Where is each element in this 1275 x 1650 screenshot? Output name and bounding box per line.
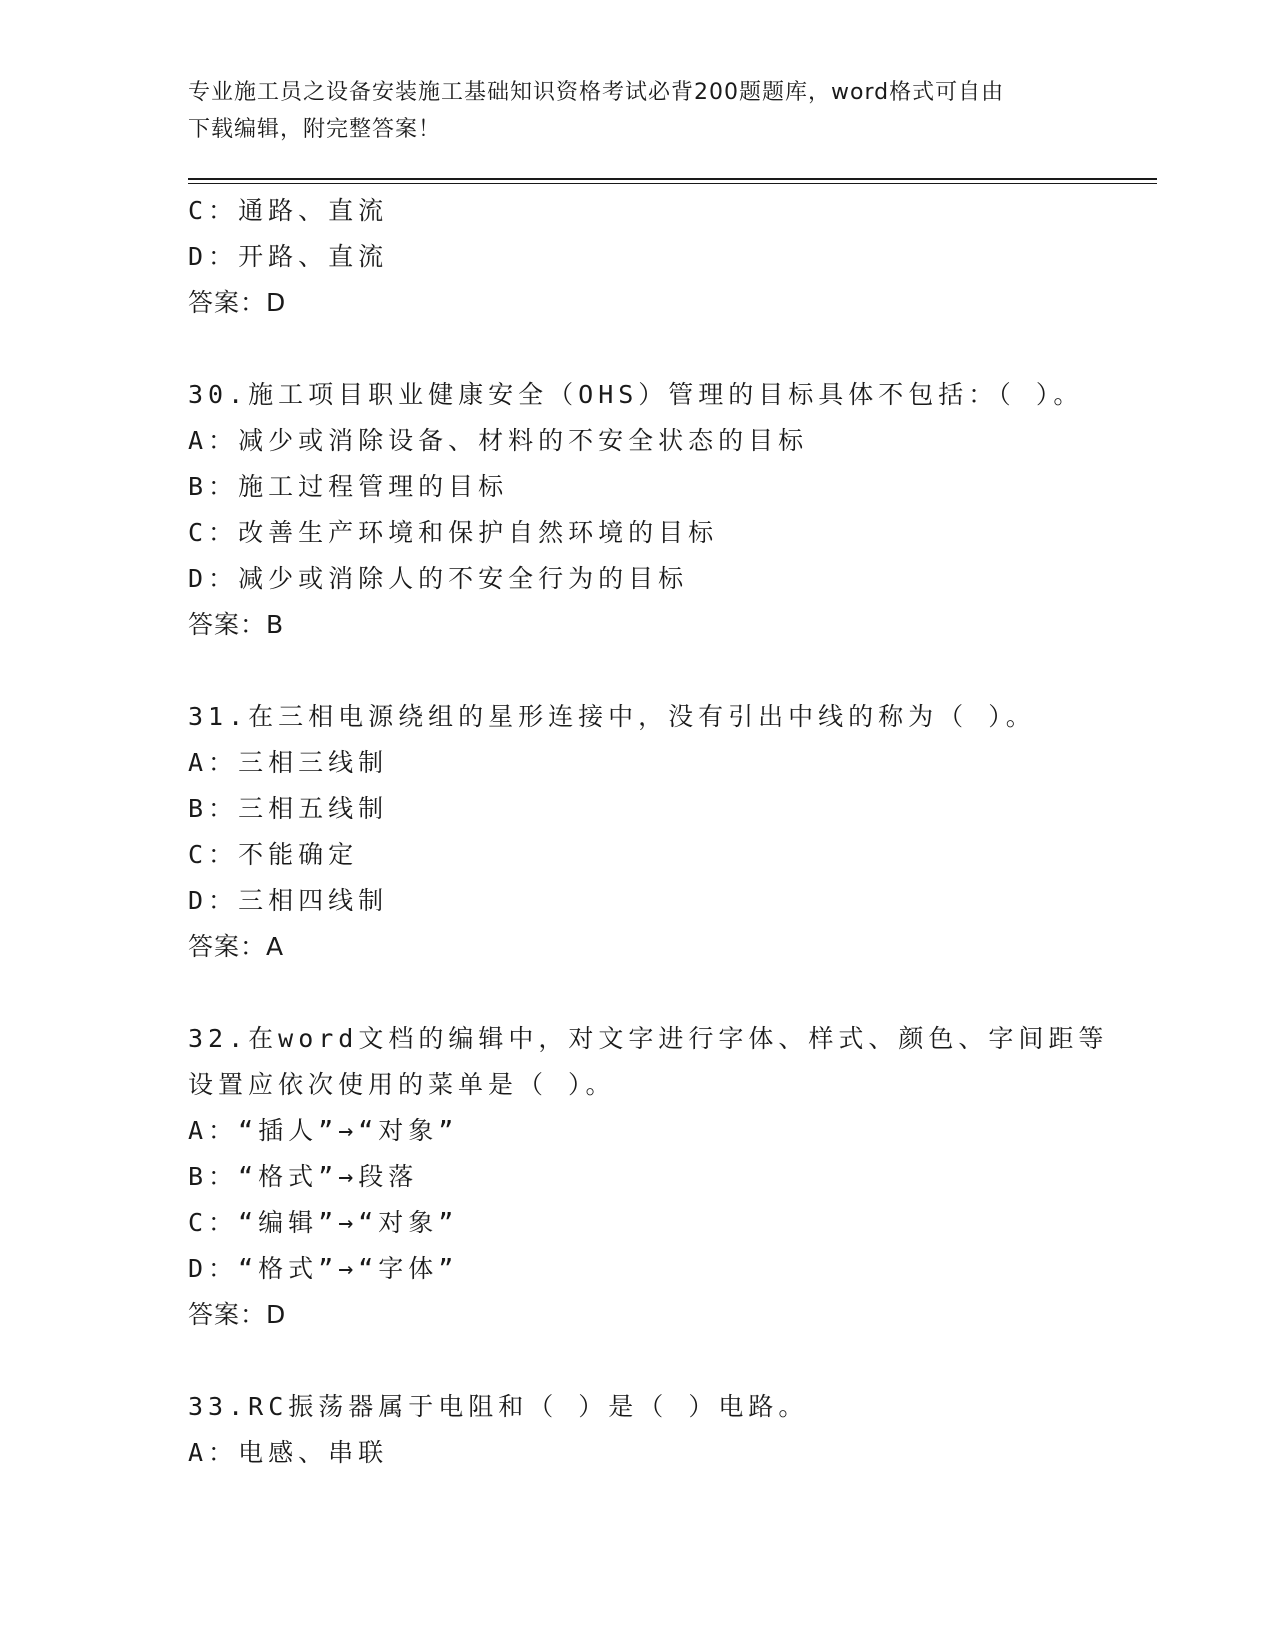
option-b: B：施工过程管理的目标 bbox=[188, 472, 509, 501]
header-rule-thin bbox=[188, 183, 1157, 184]
option-c: C：通路、直流 bbox=[188, 196, 389, 225]
option-b: B：三相五线制 bbox=[188, 794, 389, 823]
question-32-stem-line-2: 设置应依次使用的菜单是（ ）。 bbox=[188, 1070, 616, 1099]
header-rule-thick bbox=[188, 178, 1157, 180]
option-d: D：减少或消除人的不安全行为的目标 bbox=[188, 564, 689, 593]
option-d: D：三相四线制 bbox=[188, 886, 389, 915]
header-line-1: 专业施工员之设备安装施工基础知识资格考试必背200题题库，word格式可自由 bbox=[188, 80, 1005, 105]
answer: 答案：A bbox=[188, 932, 285, 961]
option-b: B：“格式”→段落 bbox=[188, 1162, 419, 1191]
option-c: C：不能确定 bbox=[188, 840, 359, 869]
question-33-stem: 33.RC振荡器属于电阻和（ ）是（ ）电路。 bbox=[188, 1392, 809, 1421]
spacer bbox=[188, 1338, 1068, 1384]
spacer bbox=[188, 648, 1068, 694]
option-a: A：电感、串联 bbox=[188, 1438, 389, 1467]
spacer bbox=[188, 970, 1068, 1016]
header-line-2: 下载编辑，附完整答案！ bbox=[188, 117, 442, 142]
question-32-stem-line-1: 32.在word文档的编辑中，对文字进行字体、样式、颜色、字间距等 bbox=[188, 1024, 1109, 1053]
spacer bbox=[188, 326, 1068, 372]
option-c: C：“编辑”→“对象” bbox=[188, 1208, 459, 1237]
answer: 答案：D bbox=[188, 288, 287, 317]
option-d: D：“格式”→“字体” bbox=[188, 1254, 459, 1283]
question-30-stem: 30.施工项目职业健康安全（OHS）管理的目标具体不包括：（ ）。 bbox=[188, 380, 1084, 409]
answer: 答案：D bbox=[188, 1300, 287, 1329]
answer: 答案：B bbox=[188, 610, 285, 639]
option-c: C：改善生产环境和保护自然环境的目标 bbox=[188, 518, 719, 547]
option-d: D：开路、直流 bbox=[188, 242, 389, 271]
option-a: A：减少或消除设备、材料的不安全状态的目标 bbox=[188, 426, 809, 455]
option-a: A：“插人”→“对象” bbox=[188, 1116, 459, 1145]
option-a: A：三相三线制 bbox=[188, 748, 389, 777]
question-content bbox=[188, 188, 1109, 1476]
page-header bbox=[188, 74, 1068, 148]
question-31-stem: 31.在三相电源绕组的星形连接中，没有引出中线的称为（ ）。 bbox=[188, 702, 1036, 731]
